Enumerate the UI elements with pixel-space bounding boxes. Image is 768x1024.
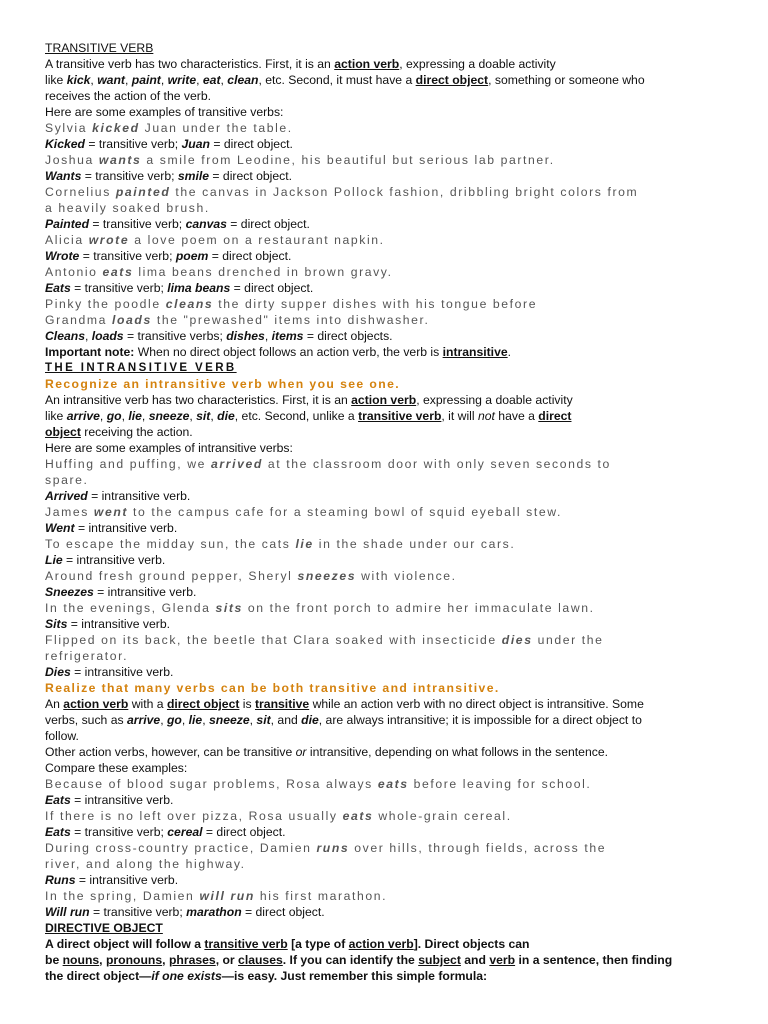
direct-object-link-cont[interactable]: object <box>45 425 81 439</box>
example-sentence: If there is no left over pizza, Rosa usually eats whole-grain cereal. <box>45 809 512 823</box>
example-sentence: Sylvia kicked Juan under the table. <box>45 121 293 135</box>
transitive-intro-line-1: A transitive verb has two characteristics. First, it is an action verb, expressing a doable activity <box>45 57 556 71</box>
example-note: Went = intransitive verb. <box>45 521 178 535</box>
action-verb-link[interactable]: action verb <box>348 937 414 951</box>
transitive-verb-link[interactable]: transitive verb <box>358 409 442 423</box>
subheading-recognize: Recognize an intransitive verb when you see one. <box>45 377 401 391</box>
direct-object-link[interactable]: direct object <box>415 73 489 87</box>
example-sentence: In the spring, Damien will run his first marathon. <box>45 889 388 903</box>
example-note: Sits = intransitive verb. <box>45 617 170 631</box>
example-sentence-continued: spare. <box>45 473 89 487</box>
example-note: Arrived = intransitive verb. <box>45 489 191 503</box>
example-note: Kicked = transitive verb; Juan = direct object. <box>45 137 293 151</box>
example-sentence-continued: a heavily soaked brush. <box>45 201 210 215</box>
important-note: Important note: When no direct object follows an action verb, the verb is intransitive. <box>45 345 512 359</box>
section-heading-transitive: TRANSITIVE VERB <box>45 41 154 55</box>
transitive-intro-line-3: receives the action of the verb. <box>45 89 211 103</box>
example-sentence: Pinky the poodle cleans the dirty supper dishes with his tongue before <box>45 297 538 311</box>
example-note: Dies = intransitive verb. <box>45 665 174 679</box>
example-sentence: Cornelius painted the canvas in Jackson Pollock fashion, dribbling bright colors from <box>45 185 639 199</box>
both-para-line-3: follow. <box>45 729 79 743</box>
intransitive-link[interactable]: intransitive <box>442 345 508 359</box>
directive-line-1: A direct object will follow a transitive verb [a type of action verb]. Direct objects can <box>45 937 530 951</box>
transitive-link[interactable]: transitive <box>255 697 310 711</box>
example-note: Eats = transitive verb; lima beans = direct object. <box>45 281 314 295</box>
both-para-line-2: verbs, such as arrive, go, lie, sneeze, sit, and die, are always intransitive; it is impossible for a direct object to <box>45 713 642 727</box>
action-verb-link[interactable]: action verb <box>351 393 417 407</box>
example-note: Will run = transitive verb; marathon = direct object. <box>45 905 325 919</box>
direct-object-link[interactable]: direct object <box>166 697 240 711</box>
example-note: Eats = transitive verb; cereal = direct object. <box>45 825 286 839</box>
example-note: Wants = transitive verb; smile = direct object. <box>45 169 293 183</box>
document-page <box>45 40 735 984</box>
directive-line-3: the direct object—if one exists—is easy. Just remember this simple formula: <box>45 969 488 983</box>
transitive-examples-intro: Here are some examples of transitive verbs: <box>45 105 284 119</box>
example-sentence-continued: river, and along the highway. <box>45 857 246 871</box>
phrases-link[interactable]: phrases <box>168 953 216 967</box>
verb-link[interactable]: verb <box>489 953 516 967</box>
example-note: Sneezes = intransitive verb. <box>45 585 197 599</box>
nouns-link[interactable]: nouns <box>62 953 100 967</box>
example-note: Wrote = transitive verb; poem = direct object. <box>45 249 292 263</box>
action-verb-link[interactable]: action verb <box>334 57 400 71</box>
example-note: Lie = intransitive verb. <box>45 553 166 567</box>
example-sentence-continued: refrigerator. <box>45 649 129 663</box>
direct-object-link[interactable]: direct <box>538 409 572 423</box>
transitive-intro-line-2: like kick, want, paint, write, eat, clean, etc. Second, it must have a direct object, something or someone who <box>45 73 645 87</box>
intransitive-examples-intro: Here are some examples of intransitive verbs: <box>45 441 293 455</box>
example-sentence: During cross-country practice, Damien runs over hills, through fields, across the <box>45 841 607 855</box>
example-sentence: Around fresh ground pepper, Sheryl sneezes with violence. <box>45 569 457 583</box>
example-sentence: Alicia wrote a love poem on a restaurant napkin. <box>45 233 385 247</box>
subject-link[interactable]: subject <box>418 953 461 967</box>
example-sentence: Joshua wants a smile from Leodine, his beautiful but serious lab partner. <box>45 153 555 167</box>
example-sentence: Huffing and puffing, we arrived at the classroom door with only seven seconds to <box>45 457 611 471</box>
directive-line-2: be nouns, pronouns, phrases, or clauses. If you can identify the subject and verb in a sentence, then finding <box>45 953 673 967</box>
intransitive-intro-line-3: object receiving the action. <box>45 425 193 439</box>
example-note: Painted = transitive verb; canvas = direct object. <box>45 217 310 231</box>
example-note: Cleans, loads = transitive verbs; dishes, items = direct objects. <box>45 329 393 343</box>
action-verb-link[interactable]: action verb <box>63 697 129 711</box>
intransitive-intro-line-2: like arrive, go, lie, sneeze, sit, die, etc. Second, unlike a transitive verb, it will not have a direct <box>45 409 572 423</box>
example-sentence: In the evenings, Glenda sits on the front porch to admire her immaculate lawn. <box>45 601 595 615</box>
pronouns-link[interactable]: pronouns <box>105 953 163 967</box>
example-sentence: James went to the campus cafe for a steaming bowl of squid eyeball stew. <box>45 505 562 519</box>
example-note: Eats = intransitive verb. <box>45 793 174 807</box>
example-note: Runs = intransitive verb. <box>45 873 179 887</box>
both-para-line-1: An action verb with a direct object is transitive while an action verb with no direct object is intransitive. Some <box>45 697 644 711</box>
section-heading-intransitive: THE INTRANSITIVE VERB <box>45 362 237 374</box>
both-para-2: Other action verbs, however, can be transitive or intransitive, depending on what follows in the sentence. <box>45 745 608 759</box>
example-sentence-continued: Grandma loads the "prewashed" items into dishwasher. <box>45 313 430 327</box>
example-sentence: Antonio eats lima beans drenched in brown gravy. <box>45 265 393 279</box>
clauses-link[interactable]: clauses <box>238 953 283 967</box>
section-heading-directive-object: DIRECTIVE OBJECT <box>45 921 163 935</box>
example-sentence: To escape the midday sun, the cats lie in the shade under our cars. <box>45 537 516 551</box>
example-sentence: Because of blood sugar problems, Rosa always eats before leaving for school. <box>45 777 592 791</box>
subheading-both: Realize that many verbs can be both transitive and intransitive. <box>45 681 500 695</box>
intransitive-intro-line-1: An intransitive verb has two characteristics. First, it is an action verb, expressing a doable activity <box>45 393 573 407</box>
example-sentence: Flipped on its back, the beetle that Clara soaked with insecticide dies under the <box>45 633 604 647</box>
compare-intro: Compare these examples: <box>45 761 188 775</box>
transitive-verb-link[interactable]: transitive verb <box>204 937 288 951</box>
